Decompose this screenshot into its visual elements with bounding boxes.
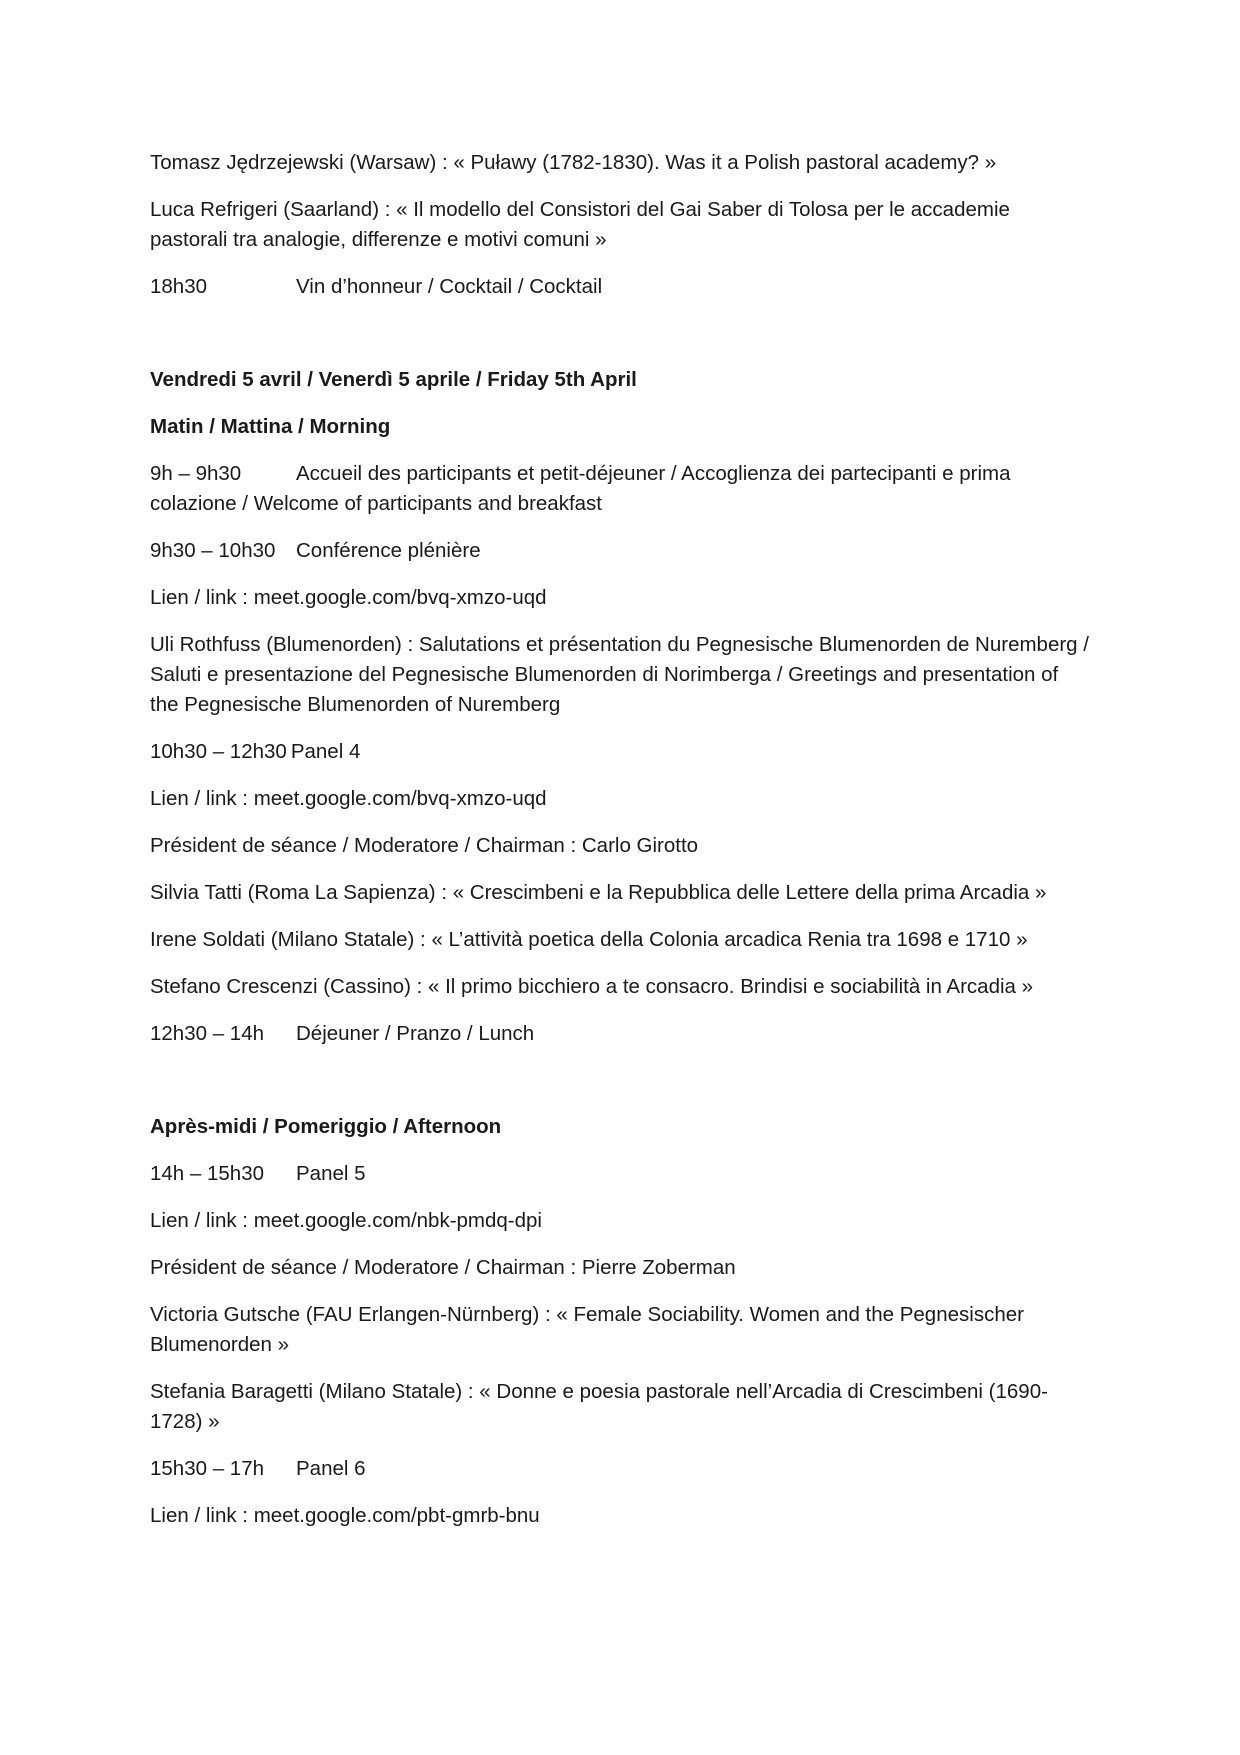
welcome-time: 9h – 9h30 — [150, 462, 242, 485]
lunch-time: 12h30 – 14h — [150, 1022, 265, 1045]
plenary-link[interactable]: Lien / link : meet.google.com/bvq-xmzo-uqd — [150, 586, 547, 609]
panel6-link[interactable]: Lien / link : meet.google.com/pbt-gmrb-bnu — [150, 1504, 540, 1527]
program-page — [150, 148, 1090, 1548]
day-heading: Vendredi 5 avril / Venerdì 5 aprile / Friday 5th April — [150, 368, 637, 391]
talk-crescenzi: Stefano Crescenzi (Cassino) : « Il primo bicchiero a te consacro. Brindisi e sociabilità in Arcadia » — [150, 975, 1034, 998]
panel4-label: Panel 4 — [290, 740, 361, 763]
plenary-row — [150, 536, 1090, 566]
panel4-link[interactable]: Lien / link : meet.google.com/bvq-xmzo-uqd — [150, 787, 547, 810]
talk-refrigeri: Luca Refrigeri (Saarland) : « Il modello del Consistori del Gai Saber di Tolosa per le accademie pastorali tra analogie, differenze e motivi comuni » — [150, 198, 1010, 251]
panel6-row — [150, 1454, 1090, 1484]
panel6-time: 15h30 – 17h — [150, 1457, 265, 1480]
cocktail-row — [150, 272, 1090, 302]
cocktail-time: 18h30 — [150, 275, 208, 298]
spacer — [150, 1066, 1090, 1112]
welcome-label: Accueil des participants et petit-déjeuner / Accoglienza dei partecipanti e prima colazione / Welcome of participants and breakfast — [150, 462, 1011, 515]
panel4-chair: Président de séance / Moderatore / Chairman : Carlo Girotto — [150, 834, 699, 857]
panel5-row — [150, 1159, 1090, 1189]
welcome-row — [150, 459, 1090, 519]
panel4-row — [150, 737, 1090, 767]
cocktail-label: Vin d’honneur / Cocktail / Cocktail — [296, 275, 603, 298]
lunch-row — [150, 1019, 1090, 1049]
talk-baragetti: Stefania Baragetti (Milano Statale) : « Donne e poesia pastorale nell’Arcadia di Crescimbeni (1690-1728) » — [150, 1380, 1048, 1433]
panel6-label: Panel 6 — [296, 1457, 366, 1480]
plenary-label: Conférence plénière — [296, 539, 481, 562]
spacer — [150, 319, 1090, 365]
lunch-label: Déjeuner / Pranzo / Lunch — [296, 1022, 535, 1045]
panel5-chair: Président de séance / Moderatore / Chairman : Pierre Zoberman — [150, 1256, 736, 1279]
panel5-time: 14h – 15h30 — [150, 1162, 265, 1185]
talk-jedrzejewski: Tomasz Jędrzejewski (Warsaw) : « Puławy (1782-1830). Was it a Polish pastoral academy? » — [150, 151, 997, 174]
plenary-time: 9h30 – 10h30 — [150, 539, 276, 562]
talk-soldati: Irene Soldati (Milano Statale) : « L’attività poetica della Colonia arcadica Renia tra 1698 e 1710 » — [150, 928, 1028, 951]
panel5-label: Panel 5 — [296, 1162, 366, 1185]
plenary-speaker: Uli Rothfuss (Blumenorden) : Salutations et présentation du Pegnesische Blumenorden de Nuremberg / Saluti e presentazione del Pegnesische Blumenorden di Norimberga / Greetings and presentation of the Pegnesische Blumenorden of Nuremberg — [150, 633, 1089, 716]
morning-heading: Matin / Mattina / Morning — [150, 415, 391, 438]
panel4-time: 10h30 – 12h30 — [150, 740, 287, 763]
talk-tatti: Silvia Tatti (Roma La Sapienza) : « Crescimbeni e la Repubblica delle Lettere della prima Arcadia » — [150, 881, 1047, 904]
talk-gutsche: Victoria Gutsche (FAU Erlangen-Nürnberg) : « Female Sociability. Women and the Pegnesischer Blumenorden » — [150, 1303, 1024, 1356]
panel5-link[interactable]: Lien / link : meet.google.com/nbk-pmdq-dpi — [150, 1209, 542, 1232]
afternoon-heading: Après-midi / Pomeriggio / Afternoon — [150, 1115, 502, 1138]
